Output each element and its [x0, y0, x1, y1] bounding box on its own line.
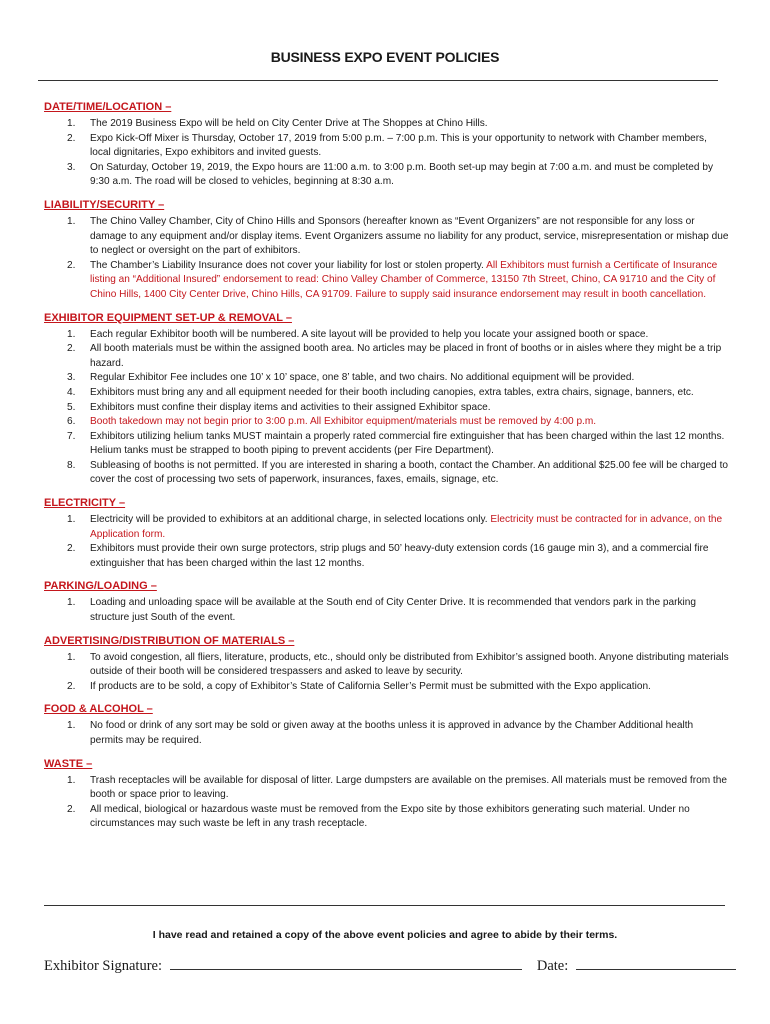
item-text-emphasis: All Exhibitors must furnish a Certificate of Insurance listing an “Additional Insured” endorsement to read: Chino Valley Chamber of Commerce, 13150 7th Street, Chino, CA 91710 and the City of Chino Hills, 1400 City Center Drive, Chino Hills, CA 91709. Failure to supply said insurance endorsement may result in booth cancellation.: [90, 259, 718, 300]
date-label: Date:: [536, 958, 569, 974]
policy-section: [44, 496, 729, 571]
policy-section: [44, 198, 729, 303]
policy-item: [44, 513, 729, 542]
policy-list: [44, 215, 729, 303]
policy-section: [44, 100, 729, 190]
signature-field[interactable]: [170, 957, 522, 970]
acknowledgement-statement: I have read and retained a copy of the above event policies and agree to abide by their terms.: [152, 929, 618, 941]
policy-section: [44, 634, 729, 695]
item-text: If products are to be sold, a copy of Exhibitor’s State of California Seller’s Permit must be submitted with the Expo application.: [90, 680, 651, 692]
section-heading: EXHIBITOR EQUIPMENT SET-UP & REMOVAL –: [44, 311, 292, 324]
item-text: On Saturday, October 19, 2019, the Expo hours are 11:00 a.m. to 3:00 p.m. Booth set-up may begin at 7:00 a.m. and must be completed by 9:30 a.m. The road will be closed to vehicles, beginning at 8:30 a.m.: [90, 161, 713, 188]
item-text: Exhibitors must provide their own surge protectors, strip plugs and 50’ heavy-duty extension cords (16 gauge min 3), and a commercial fire extinguisher that has been charged within the last 12 months.: [90, 543, 709, 569]
policy-list: [44, 117, 729, 190]
item-text: No food or drink of any sort may be sold or given away at the booths unless it is approved in advance by the Chamber Additional health permits may be required.: [90, 720, 694, 746]
item-number: 7.: [67, 430, 76, 442]
item-number: 6.: [67, 416, 76, 428]
policy-list: [44, 719, 729, 748]
section-heading: FOOD & ALCOHOL –: [44, 703, 153, 716]
top-divider: [38, 80, 718, 81]
policy-item: [44, 430, 729, 459]
policy-section: [44, 311, 729, 489]
policy-item: [44, 259, 729, 303]
item-number: 1.: [67, 118, 76, 129]
item-text: Expo Kick-Off Mixer is Thursday, October 17, 2019 from 5:00 p.m. – 7:00 p.m. This is your opportunity to network with Chamber members, local dignitaries, Expo exhibitors and invited guests.: [90, 132, 707, 159]
policy-item: [44, 215, 729, 259]
policy-item: [44, 719, 729, 748]
item-number: 1.: [67, 720, 76, 732]
policy-list: [44, 651, 729, 695]
policy-list: [44, 596, 729, 625]
item-number: 2.: [67, 803, 76, 815]
item-text: Trash receptacles will be available for disposal of litter. Large dumpsters are available on the premises. All materials must be removed from the booth or space prior to leaving.: [90, 774, 727, 801]
policy-sections: [44, 100, 729, 840]
section-heading: WASTE –: [44, 757, 93, 770]
policy-section: [44, 702, 729, 748]
policy-item: [44, 774, 729, 803]
item-text: To avoid congestion, all fliers, literature, products, etc., should only be distributed from Exhibitor’s assigned booth. Anyone distributing materials outside of their booth will be considered trespassers and asked to leave by security.: [90, 651, 729, 678]
item-text: Exhibitors utilizing helium tanks MUST maintain a properly rated commercial fire extinguisher that has been charged within the last 12 months. Helium tanks must be strapped to booth piping to prevent accidents (per Fire Department).: [90, 430, 725, 457]
item-text: Exhibitors must confine their display items and activities to their assigned Exhibitor space.: [90, 401, 491, 413]
item-text: Regular Exhibitor Fee includes one 10’ x 10’ space, one 8’ table, and two chairs. No additional equipment will be provided.: [90, 372, 635, 384]
policy-item: [44, 328, 729, 343]
item-number: 1.: [67, 514, 76, 526]
item-number: 1.: [67, 328, 76, 340]
policy-list: [44, 513, 729, 571]
policy-item: [44, 680, 729, 695]
item-text-emphasis: Booth takedown may not begin prior to 3:00 p.m. All Exhibitor equipment/materials must be removed by 4:00 p.m.: [90, 416, 597, 428]
policy-item: [44, 596, 729, 625]
item-number: 2.: [67, 543, 76, 555]
item-text: Electricity will be provided to exhibitors at an additional charge, in selected locations only.: [90, 514, 491, 526]
item-number: 2.: [67, 343, 76, 355]
policy-item: [44, 161, 729, 190]
item-text-emphasis: Electricity must be contracted for in advance, on the Application form.: [90, 514, 723, 540]
item-number: 8.: [67, 459, 76, 471]
item-text: Exhibitors must bring any and all equipment needed for their booth including canopies, extra tables, extra chairs, signage, banners, etc.: [90, 386, 694, 398]
policy-item: [44, 401, 729, 416]
item-number: 1.: [67, 215, 76, 227]
item-number: 3.: [67, 372, 76, 384]
policy-item: [44, 651, 729, 680]
item-number: 1.: [67, 774, 76, 786]
policy-item: [44, 459, 729, 488]
section-heading: ADVERTISING/DISTRIBUTION OF MATERIALS –: [44, 634, 295, 647]
item-number: 5.: [67, 401, 76, 413]
section-heading: ELECTRICITY –: [44, 497, 126, 510]
item-number: 4.: [67, 386, 76, 398]
policy-item: [44, 117, 729, 132]
item-text: Subleasing of booths is not permitted. If you are interested in sharing a booth, contact the Chamber. An additional $25.00 fee will be charged to cover the cost of processing two sets of paperwork, insurances, faxes, emails, signage, etc.: [90, 459, 728, 486]
policy-section: [44, 757, 729, 832]
policy-item: [44, 386, 729, 401]
section-heading: LIABILITY/SECURITY –: [44, 198, 165, 211]
signature-label: Exhibitor Signature:: [44, 958, 162, 974]
section-heading: DATE/TIME/LOCATION –: [44, 101, 172, 113]
item-text: Loading and unloading space will be available at the South end of City Center Drive. It is recommended that vendors park in the parking structure just South of the event.: [90, 597, 696, 624]
policy-item: [44, 132, 729, 161]
item-text: All booth materials must be within the assigned booth area. No articles may be placed in front of booths or in aisles where they might be a trip hazard.: [90, 343, 722, 369]
signature-row: [44, 957, 734, 975]
item-number: 1.: [67, 651, 76, 663]
item-text: The Chamber’s Liability Insurance does not cover your liability for lost or stolen property.: [90, 259, 487, 271]
item-text: The 2019 Business Expo will be held on City Center Drive at The Shoppes at Chino Hills.: [90, 118, 488, 129]
policy-item: [44, 415, 729, 430]
item-number: 2.: [67, 132, 76, 144]
policy-section: [44, 579, 729, 625]
date-field[interactable]: [576, 957, 736, 970]
document-title: BUSINESS EXPO EVENT POLICIES: [270, 49, 500, 65]
item-number: 2.: [67, 259, 76, 271]
policy-list: [44, 328, 729, 489]
policy-item: [44, 342, 729, 371]
item-text: The Chino Valley Chamber, City of Chino Hills and Sponsors (hereafter known as “Event Organizers” are not responsible for any loss or damage to any equipment and/or display items. Event Organizers assume no liability for any product, service, misrepresentation or mishap due to neglect or oversight on the part of exhibitors.: [90, 215, 729, 257]
item-number: 2.: [67, 680, 76, 692]
policy-item: [44, 542, 729, 571]
item-number: 1.: [67, 597, 76, 609]
policy-item: [44, 803, 729, 832]
policy-item: [44, 371, 729, 386]
item-text: All medical, biological or hazardous waste must be removed from the Expo site by those exhibitors generating such material. Under no circumstances may such waste be left in any trash receptacle.: [90, 803, 690, 830]
bottom-divider: [44, 905, 725, 906]
policy-list: [44, 774, 729, 832]
item-number: 3.: [67, 161, 76, 173]
section-heading: PARKING/LOADING –: [44, 580, 157, 593]
item-text: Each regular Exhibitor booth will be numbered. A site layout will be provided to help you locate your assigned booth or space.: [90, 328, 649, 340]
